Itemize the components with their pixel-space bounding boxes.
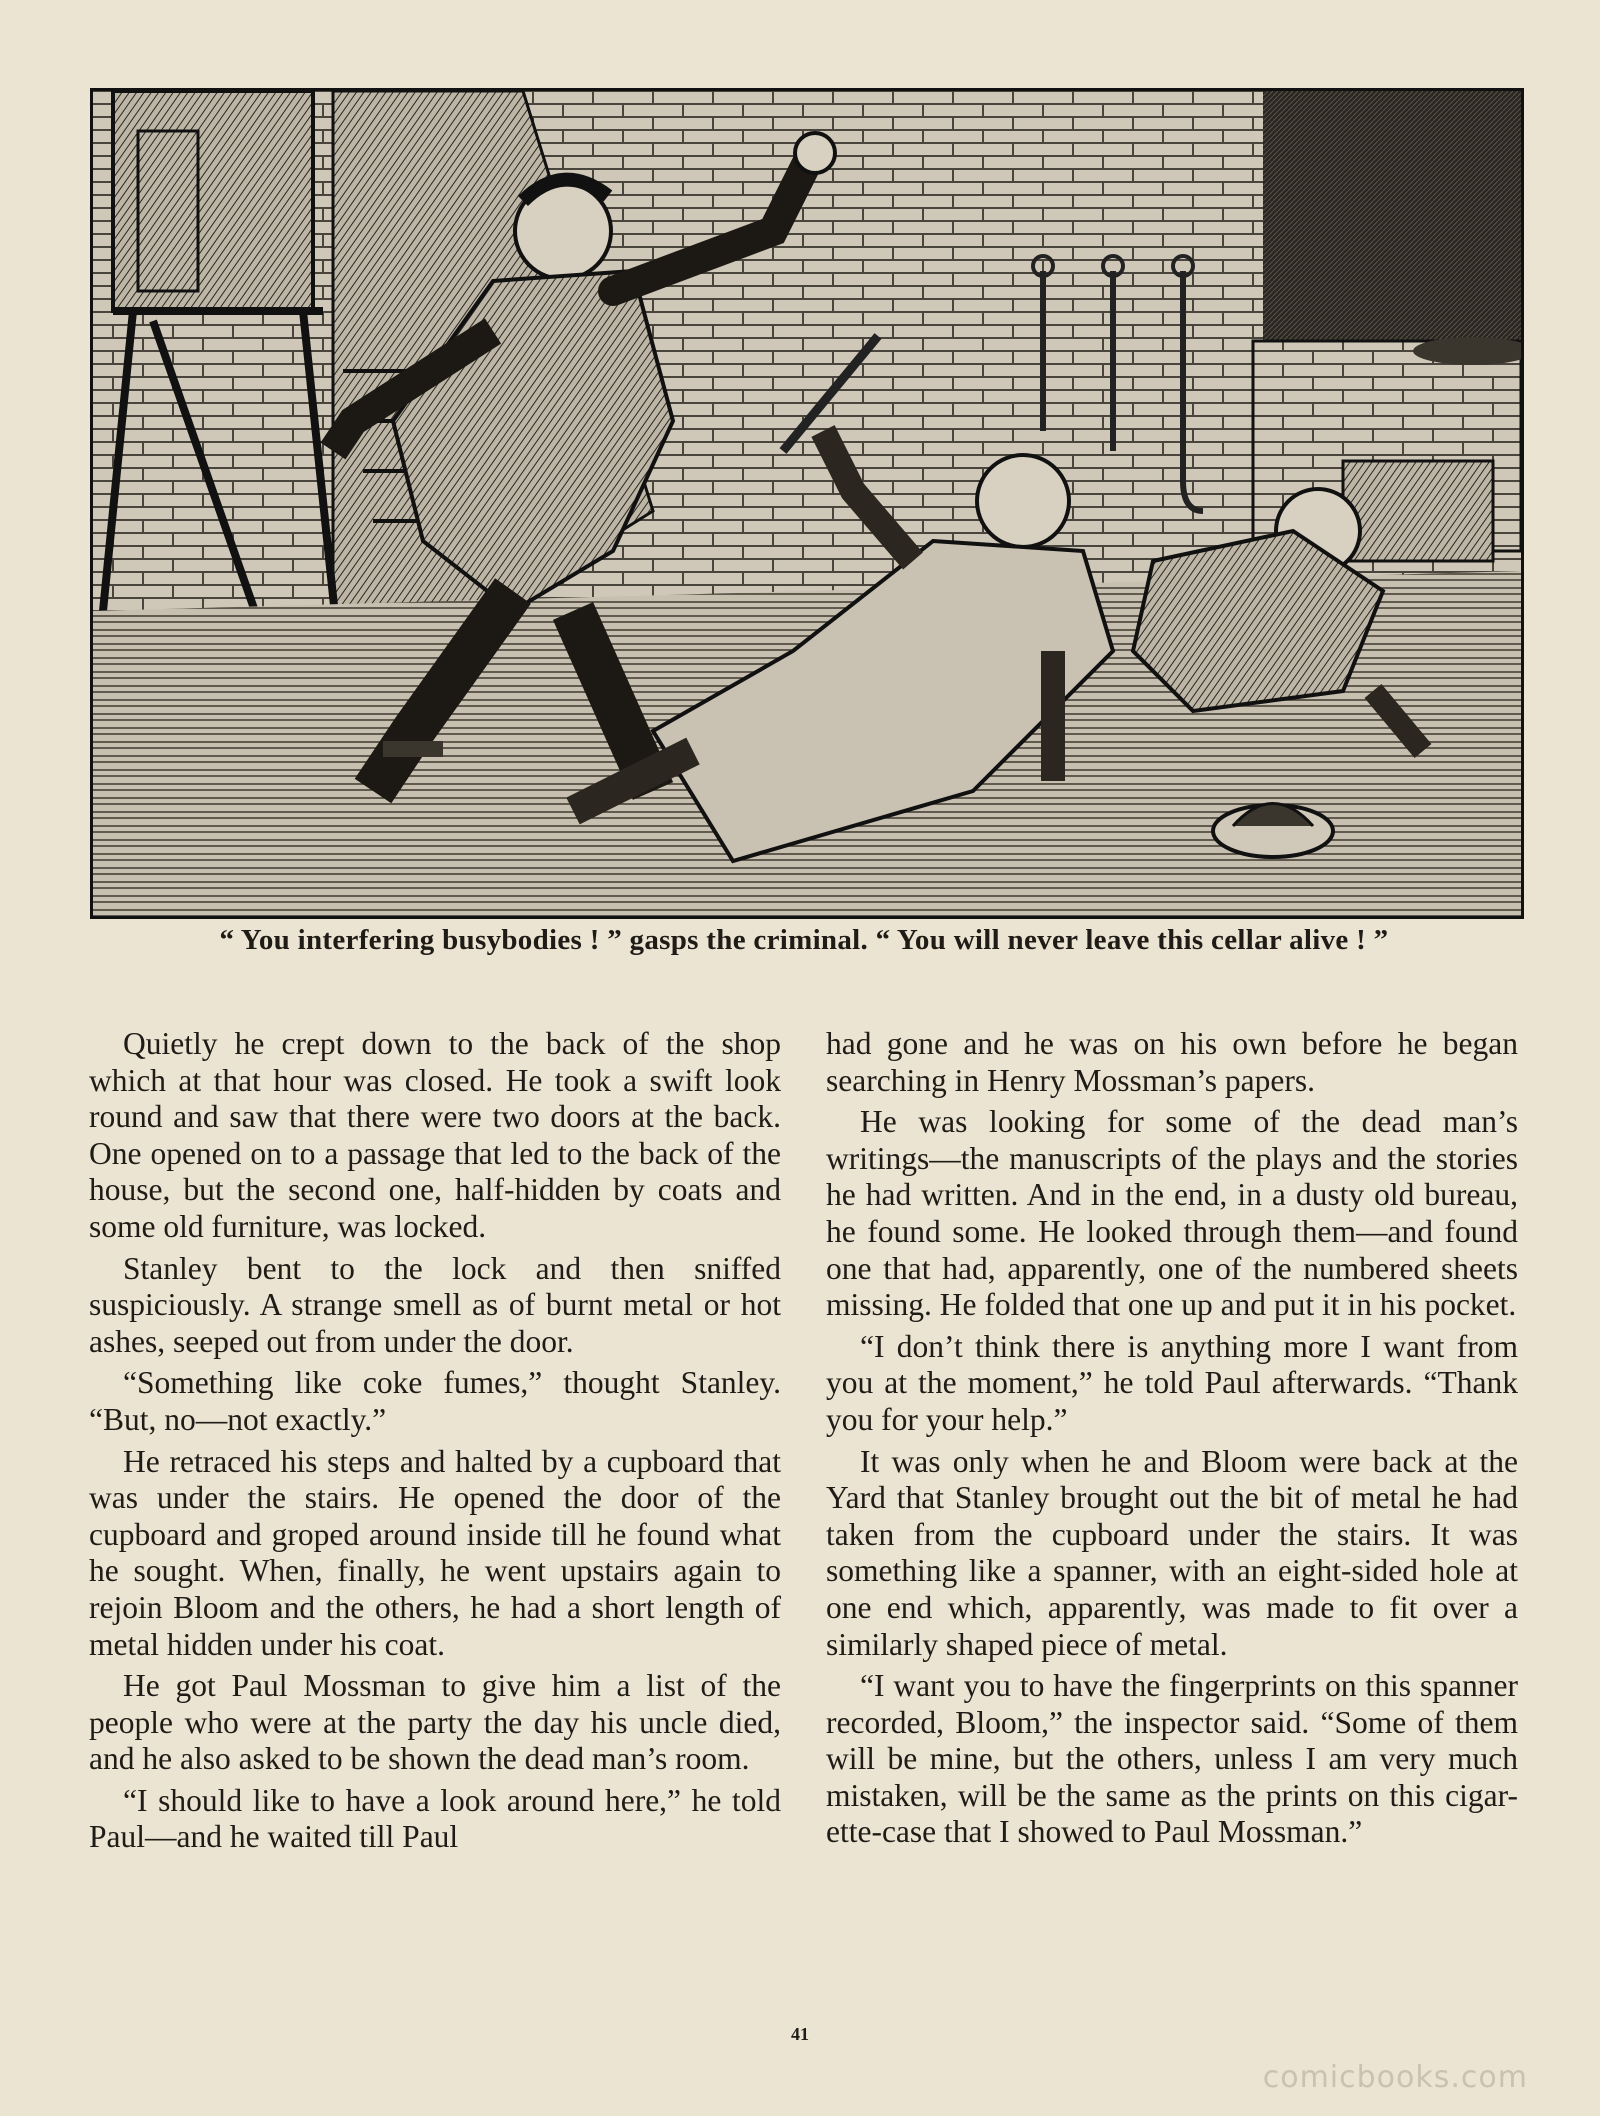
paragraph: He was looking for some of the dead man’s writings—the manuscripts of the plays and the stories he had written. And in the end, in a dusty old bureau, he found some. He looked through them—and found one that had, apparently, one of the numbered sheets missing. He folded that one up and put it in his pocket. [826, 1104, 1518, 1323]
text-column-right [826, 1026, 1518, 1856]
paragraph: “Something like coke fumes,” thought Stanley. “But, no—not exactly.” [89, 1365, 781, 1437]
paragraph: Quietly he crept down to the back of the shop which at that hour was closed. He took a swift look round and saw that there were two doors at the back. One opened on to a passage that led to the back of the house, but the second one, half-hidden by coats and some old furniture, was locked. [89, 1026, 781, 1244]
paragraph: He got Paul Mossman to give him a list of the people who were at the party the day his uncle died, and he also asked to be shown the dead man’s room. [89, 1668, 781, 1777]
page-number: 41 [791, 2024, 809, 2044]
cellar-fight-illustration [90, 88, 1524, 919]
illustration-drawing [93, 91, 1521, 916]
paragraph: It was only when he and Bloom were back at the Yard that Stanley brought out the bit of metal he had taken from the cupboard under the stairs. It was something like a spanner, with an eight-sided hole at one end which, apparently, was made to fit over a similarly shaped piece of metal. [826, 1443, 1518, 1662]
paragraph-continued: had gone and he was on his own before he began searching in Henry Mossman’s papers. [826, 1026, 1518, 1098]
paragraph: “I don’t think there is anything more I want from you at the moment,” he told Paul afterwards. “Thank you for your help.” [826, 1328, 1518, 1437]
paragraph: “I should like to have a look around here,” he told Paul—and he waited till Paul [89, 1782, 781, 1855]
site-watermark: comicbooks.com [1262, 2060, 1528, 2095]
text-column-left [89, 1026, 781, 1861]
paragraph: He retraced his steps and halted by a cupboard that was under the stairs. He opened the door of the cupboard and groped around inside till he found what he sought. When, finally, he went upstairs again to rejoin Bloom and the others, he had a short length of metal hidden under his coat. [89, 1443, 781, 1662]
illustration-caption: “ You interfering busybodies ! ” gasps the criminal. “ You will never leave this cellar alive ! ” [219, 924, 1389, 956]
paragraph: “I want you to have the fingerprints on this spanner recorded, Bloom,” the inspector said. “Some of them will be mine, but the others, unless I am very much mistaken, will be the same as the prints on this cigar-ette-case that I showed to Paul Mossman.” [826, 1668, 1518, 1850]
paragraph: Stanley bent to the lock and then sniffed suspiciously. A strange smell as of burnt metal or hot ashes, seeped out from under the door. [89, 1250, 781, 1359]
